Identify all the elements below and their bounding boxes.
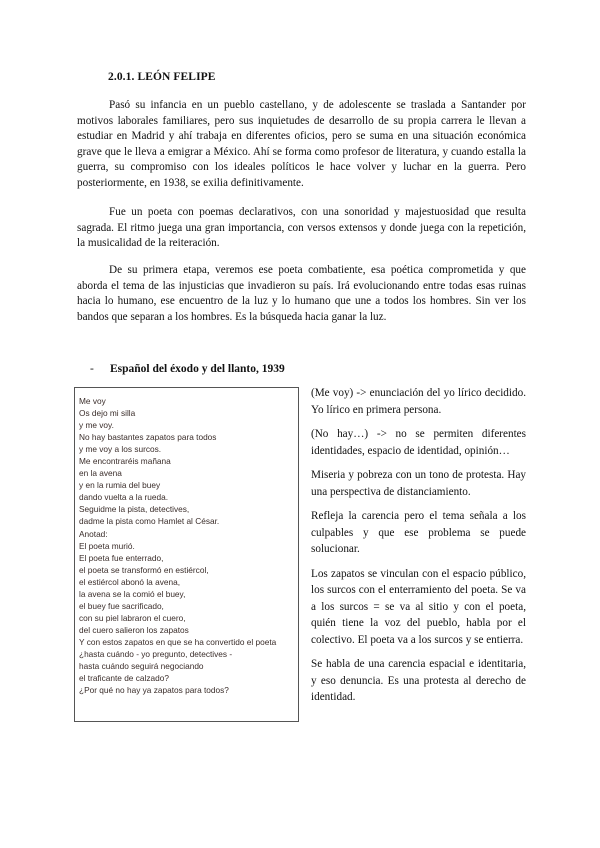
analysis-note: Los zapatos se vinculan con el espacio público, los surcos con el enterramiento del poeta. Se va a los surcos = se va al sitio y con el poeta, quién tiene la voz del pueblo, habla por el colectivo. El poeta va a los surcos y se entierra. — [311, 567, 526, 646]
poem-line: El poeta murió. — [79, 540, 135, 551]
poem-section-title — [90, 363, 285, 375]
analysis-note: Miseria y pobreza con un tono de protesta. Hay una perspectiva de distanciamiento. — [311, 469, 526, 498]
style-paragraph: Fue un poeta con poemas declarativos, con una sonoridad y majestuosidad que resulta sagrada. El ritmo juega una gran importancia, con versos extensos y donde juega con la repetición, la musicalidad de la reiteración. — [77, 206, 526, 250]
poem-line: El poeta fue enterrado, — [79, 552, 164, 563]
poem-line: No hay bastantes zapatos para todos — [79, 432, 217, 443]
poem-line: dando vuelta a la rueda. — [79, 492, 169, 503]
poem-line: el buey fue sacrificado, — [79, 600, 164, 611]
poem-box — [74, 387, 299, 722]
poem-line: Seguidme la pista, detectives, — [79, 504, 190, 515]
poem-line: Me encontraréis mañana — [79, 456, 171, 467]
poem-line: y me voy. — [79, 420, 114, 431]
analysis-note: Refleja la carencia pero el tema señala a los culpables y que ese problema se puede solucionar. — [311, 510, 526, 555]
poem-line: Y con estos zapatos en que se ha convertido el poeta — [79, 636, 277, 647]
poem-line: ¿Por qué no hay ya zapatos para todos? — [79, 685, 229, 696]
section-heading: 2.0.1. LEÓN FELIPE — [108, 71, 216, 83]
poem-line: en la avena — [79, 468, 122, 479]
poem-line: Os dejo mi silla — [79, 408, 136, 419]
poem-line: dadme la pista como Hamlet al César. — [79, 516, 220, 527]
poem-line: Anotad: — [79, 528, 108, 539]
analysis-note: Se habla de una carencia espacial e identitaria, y eso denuncia. Es una protesta al derecho de identidad. — [311, 658, 526, 703]
poem-line: el estiércol abonó la avena, — [79, 576, 181, 587]
poem-title: Español del éxodo y del llanto, 1939 — [110, 363, 285, 375]
poem-line: el poeta se transformó en estiércol, — [79, 564, 209, 575]
biography-paragraph: Pasó su infancia en un pueblo castellano, y de adolescente se traslada a Santander por motivos laborales familiares, pero sus inquietudes de desarrollo de su propia carrera le llevan a estudiar en Madrid y ahí trabaja en diferentes oficios, pero se suma en una situación económica grave que le lleva a emigrar a México. Ahí se forma como profesor de literatura, y cuando estalla la guerra, su compromiso con los ideales políticos le hace volver y luchar en la guerra. Pero posteriormente, en 1938, se exilia definitivamente. — [77, 99, 526, 189]
poem-line: y me voy a los surcos. — [79, 444, 162, 455]
poem-line: el traficante de calzado? — [79, 673, 169, 684]
poem-line: y en la rumia del buey — [79, 480, 161, 491]
poem-line: con su piel labraron el cuero, — [79, 612, 186, 623]
first-stage-paragraph: De su primera etapa, veremos ese poeta combatiente, esa poética comprometida y que aborda el tema de las injusticias que invadieron su país. Irá evolucionando entre todas esas ruinas hacia lo humano, ese encuentro de la luz y lo humano que une a todos los hombres. Sin ver los bandos que separan a los hombres. Es la búsqueda hacia ganar la luz. — [77, 264, 526, 323]
analysis-note: (Me voy) -> enunciación del yo lírico decidido. Yo lírico en primera persona. — [311, 387, 526, 416]
poem-line: del cuero salieron los zapatos — [79, 624, 189, 635]
poem-line: Me voy — [79, 396, 106, 406]
bullet-dash: - — [90, 363, 94, 375]
poem-line: ¿hasta cuándo - yo pregunto, detectives - — [79, 648, 233, 659]
poem-line: la avena se la comió el buey, — [79, 588, 186, 599]
poem-line: hasta cuándo seguirá negociando — [79, 661, 204, 672]
analysis-note: (No hay…) -> no se permiten diferentes identidades, espacio de identidad, opinión… — [311, 428, 526, 457]
analysis-notes — [311, 385, 526, 714]
